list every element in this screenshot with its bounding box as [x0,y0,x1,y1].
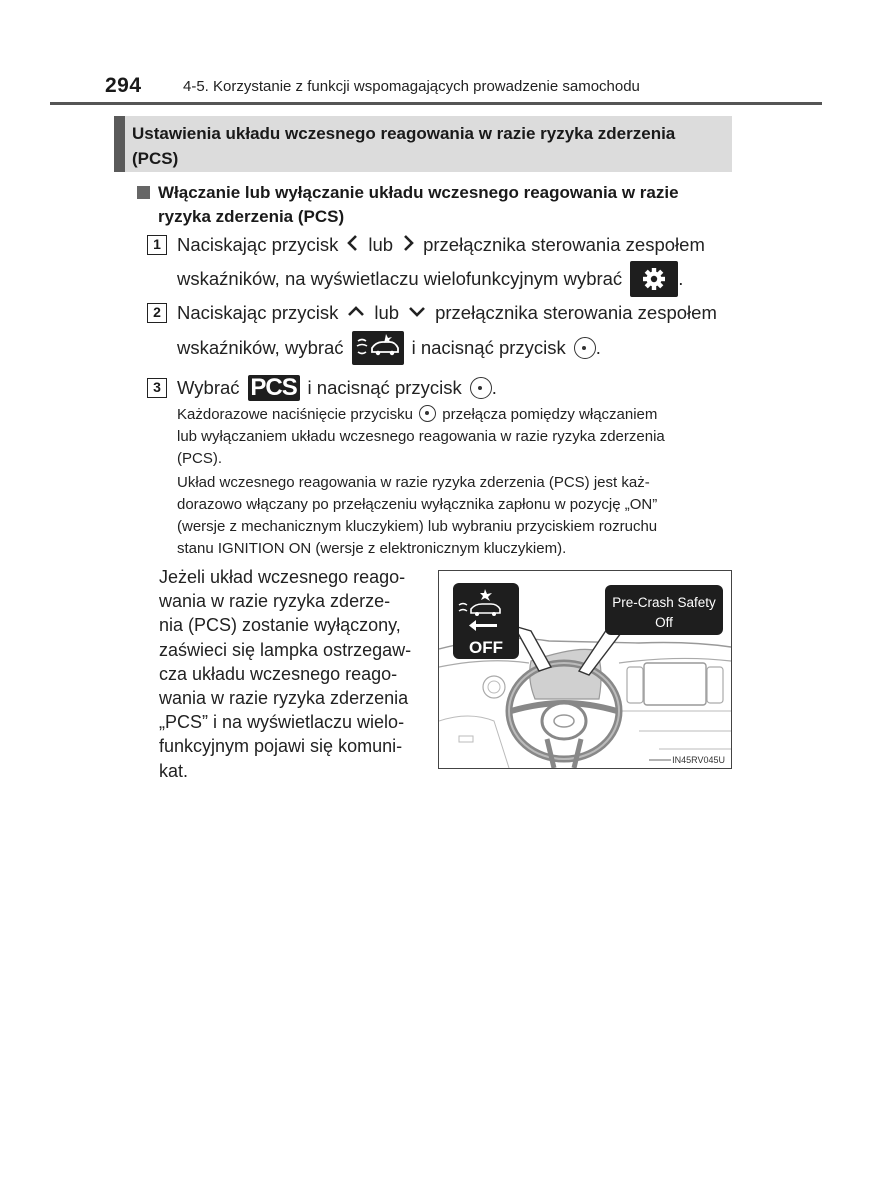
step-2-text-a: Naciskając przycisk [177,302,339,323]
step-1-text-b: lub [368,234,394,255]
header-divider [50,102,822,105]
side-line: zaświeci się lampka ostrzegaw- [159,639,412,660]
side-line: wania w razie ryzyka zderze- [159,591,391,612]
subsection-title-line2: ryzyka zderzenia (PCS) [158,207,345,226]
step-1-text-d: wskaźników, na wyświetlaczu wielofunkcyjnym wybrać [177,268,623,289]
step-2-text-c: przełącznika sterowania zespołem [435,302,717,323]
note-1-line2: lub wyłączaniem układu wczesnego reagowania w razie ryzyka zderzenia [177,428,665,445]
step-2-text-d: wskaźników, wybrać [177,337,344,358]
step-2-text-f: . [595,337,601,358]
chapter-title: 4-5. Korzystanie z funkcji wspomagających prowadzenie samochodu [183,78,640,95]
section-title [114,116,732,172]
side-line: funkcyjnym pojawi się komuni- [159,736,403,757]
note-ignition [177,472,737,560]
warning-light-off-label: OFF [469,638,503,657]
page-header [105,72,820,104]
page-number: 294 [105,74,142,97]
ok-button-icon [574,337,596,359]
step-1-line2 [177,260,683,298]
note-1-line3: (PCS). [177,450,222,467]
chevron-down-icon [407,302,427,324]
figure-code: IN45RV045U [672,755,725,765]
side-line: „PCS” i na wyświetlaczu wielo- [159,712,405,733]
note-2-line4: stanu IGNITION ON (wersje z elektronicznym kluczykiem). [177,540,567,557]
step-number-2: 2 [147,303,167,323]
step-3-text-b: i nacisnąć przycisk [307,377,462,398]
step-2-text-b: lub [374,302,400,323]
side-line: kat. [159,760,189,781]
display-message-line2: Off [655,615,673,630]
note-1-line1: Każdorazowe naciśnięcie przycisku przełącza pomiędzy włączaniem [177,406,658,423]
side-line: cza układu wczesnego reago- [159,663,398,684]
subsection-title-line1: Włączanie lub wyłączanie układu wczesnego reagowania w razie [158,183,679,202]
section-title-line2: (PCS) [132,149,179,168]
step-2-line1 [177,301,717,325]
step-1-text-e: . [678,268,684,289]
step-3-text-c: . [491,377,497,398]
driving-assist-icon [352,331,404,365]
square-bullet-icon [137,186,150,199]
side-line: nia (PCS) zostanie wyłączony, [159,615,401,636]
step-1-text-a: Naciskając przycisk [177,234,339,255]
ok-button-icon [470,377,492,399]
step-3-line1 [177,374,497,402]
section-title-line1: Ustawienia układu wczesnego reagowania w razie ryzyka zderzenia [132,124,676,143]
step-2-text-e: i nacisnąć przycisk [411,337,566,358]
step-number-3: 3 [147,378,167,398]
dashboard-illustration [438,570,732,769]
chevron-right-icon [401,233,415,258]
step-3-text-a: Wybrać [177,377,240,398]
note-toggle [177,404,737,470]
settings-gear-icon [630,261,678,297]
step-1-text-c: przełącznika sterowania zespołem [423,234,705,255]
chevron-left-icon [346,233,360,258]
note-2-line1: Układ wczesnego reagowania w razie ryzyka zderzenia (PCS) jest każ- [177,474,650,491]
subsection-heading [138,181,738,229]
side-line: wania w razie ryzyka zderzenia [159,688,409,709]
chevron-up-icon [346,302,366,324]
step-number-1: 1 [147,235,167,255]
display-message-line1: Pre-Crash Safety [612,595,716,610]
note-2-line3: (wersje z mechanicznym kluczykiem) lub wybraniu przyciskiem rozruchu [177,518,658,535]
step-2-line2 [177,330,601,366]
note-2-line2: dorazowo włączany po przełączeniu wyłącznika zapłonu w pozycję „ON” [177,496,658,513]
pcs-icon: PCS [248,375,300,401]
step-1-line1 [177,233,705,257]
side-line: Jeżeli układ wczesnego reago- [159,567,406,587]
side-paragraph [159,565,422,783]
ok-button-icon [419,405,436,422]
